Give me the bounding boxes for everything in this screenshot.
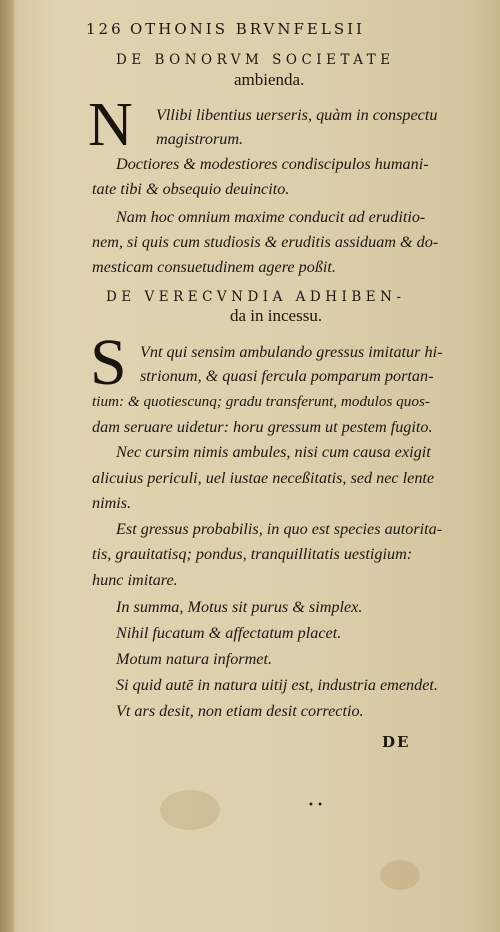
text-line: In summa, Motus sit purus & simplex.	[116, 598, 363, 616]
drop-cap: N	[88, 91, 133, 159]
text-line: Vnt qui sensim ambulando gressus imitatur hi-	[140, 343, 443, 361]
page-number: 126	[86, 20, 124, 38]
text-line: Nam hoc omnium maxime conducit ad eruditio-	[116, 208, 426, 226]
section-heading: DE VERECVNDIA ADHIBEN-	[106, 289, 406, 305]
paper-stain	[160, 790, 220, 830]
text-line: nimis.	[92, 494, 132, 512]
text-line: Si quid autē in natura uitij est, industria emendet.	[116, 676, 438, 694]
text-line: strionum, & quasi fercula pomparum portan-	[140, 367, 434, 385]
text-line: mesticam consuetudinem agere poßit.	[92, 258, 336, 276]
text-line: dam seruare uidetur: horu gressum ut pestem fugito.	[92, 418, 433, 436]
text-line: tis, grauitatisq; pondus, tranquillitatis uestigium:	[92, 545, 413, 563]
text-line: hunc imitare.	[92, 571, 178, 589]
text-line: Vt ars desit, non etiam desit correctio.	[116, 702, 364, 720]
text-line: Nihil fucatum & affectatum placet.	[116, 624, 342, 642]
text-line: Doctiores & modestiores condiscipulos humani-	[116, 155, 429, 173]
page-gutter-shadow	[0, 0, 14, 932]
text-line: alicuius periculi, uel iustae neceßitatis, sed nec lente	[92, 469, 435, 487]
text-line: Est gressus probabilis, in quo est species autorita-	[116, 520, 443, 538]
catchword: DE	[382, 733, 411, 751]
running-head	[86, 20, 446, 42]
text-line: tate tibi & obsequio deuincito.	[92, 180, 290, 198]
drop-cap: S	[90, 326, 127, 399]
text-line: magistrorum.	[156, 130, 244, 148]
text-line: Motum natura informet.	[116, 650, 273, 668]
paper-stain	[380, 860, 420, 890]
text-line: Nec cursim nimis ambules, nisi cum causa exigit	[116, 443, 431, 461]
running-title: OTHONIS BRVNFELSII	[130, 20, 365, 38]
text-line: nem, si quis cum studiosis & eruditis assiduam & do-	[92, 233, 439, 251]
section-heading-continuation: da in incessu.	[230, 306, 323, 325]
text-line: Vllibi libentius uerseris, quàm in conspectu	[156, 106, 438, 124]
text-line: tium: & quotiescunq; gradu transferunt, modulos quos-	[92, 393, 430, 410]
section-heading-continuation: ambienda.	[234, 70, 305, 89]
section-heading: DE BONORVM SOCIETATE	[116, 52, 395, 68]
printer-marks: • •	[308, 800, 323, 811]
